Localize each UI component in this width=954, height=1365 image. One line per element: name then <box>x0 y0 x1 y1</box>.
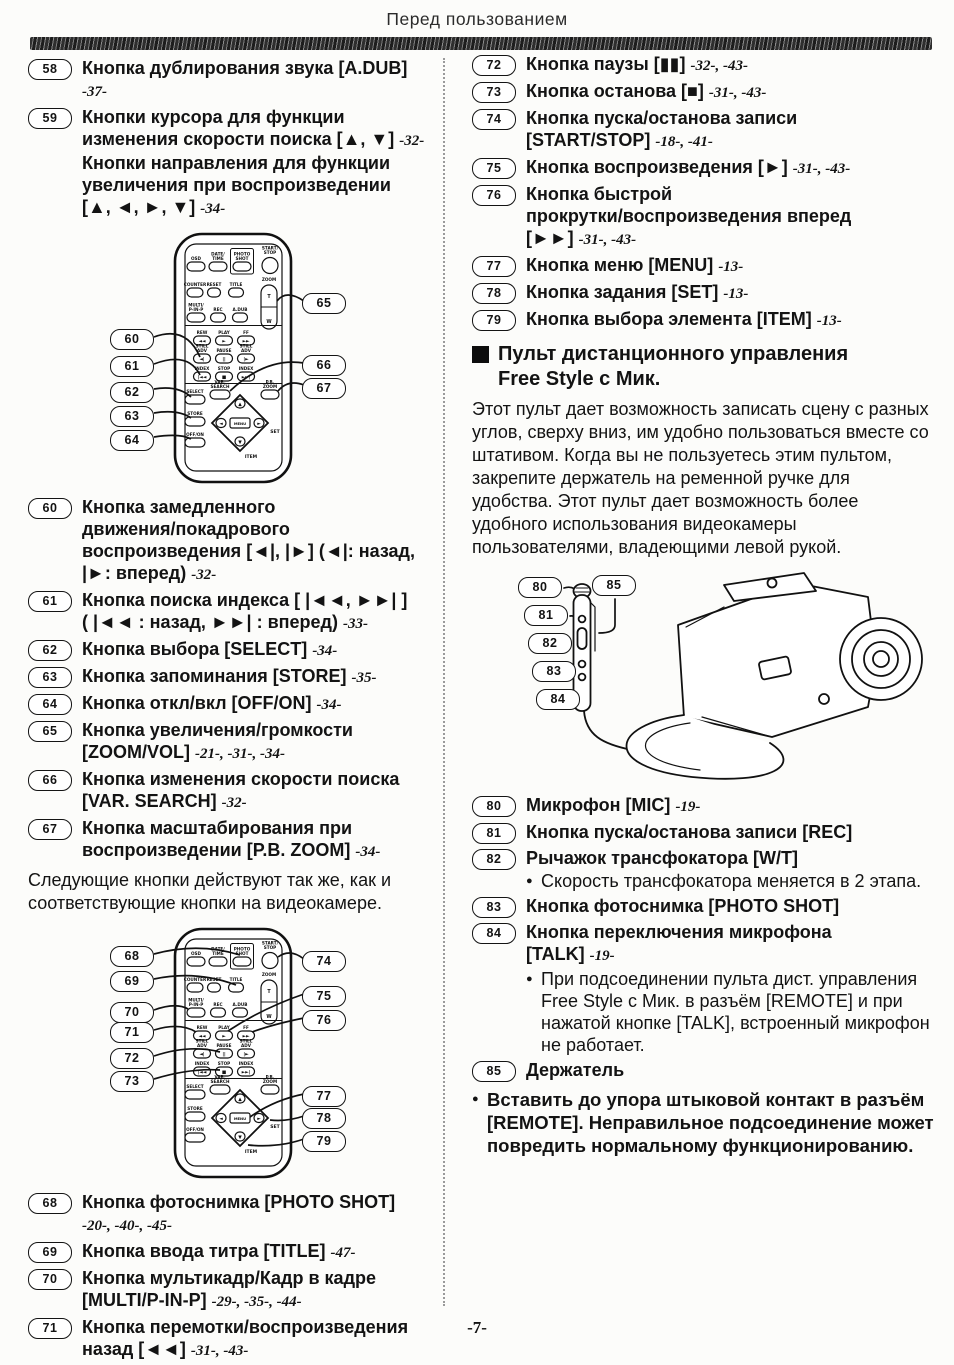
holder-warning-text: Вставить до упора штыковой контакт в разъём [REMOTE]. Неправильное подсоединение может повредить нормальному функционированию. <box>487 1089 934 1156</box>
page-header-title: Перед пользованием <box>386 9 568 29</box>
list-item <box>28 589 440 635</box>
svg-text:SEARCH: SEARCH <box>210 1079 230 1084</box>
diagram-callout-60: 60 <box>110 329 154 350</box>
list-item <box>472 1059 934 1082</box>
svg-text:P-IN-P: P-IN-P <box>188 307 204 312</box>
item-text: Кнопка останова [■] -31-, -43- <box>526 81 767 101</box>
svg-text:ADV: ADV <box>197 1043 207 1048</box>
svg-text:STILL: STILL <box>195 1038 209 1044</box>
item-text: Кнопка пуска/останова записи [REC] <box>526 822 853 842</box>
svg-text:►: ► <box>257 1117 261 1123</box>
diagram-callout-85: 85 <box>592 575 636 596</box>
svg-text:REW: REW <box>196 1025 208 1030</box>
item-text: Кнопка паузы [▮▮] -32-, -43- <box>526 54 749 74</box>
left-column <box>28 56 440 1365</box>
callout-badge-74: 74 <box>472 109 516 130</box>
section-body: Этот пульт дает возможность записать сцену с разных углов, сверху вниз, им удобно пользоваться вместе со штативом. Когда вы не пользуетесь этим пультом, закрепите держатель на ременной ручке для удобства. Этот пульт дает возможность более удобного использования видеокамеры пользователями, владеющими левой рукой. <box>472 399 929 557</box>
list-item <box>28 1240 440 1264</box>
callout-badge-82: 82 <box>472 849 516 870</box>
list-item <box>28 638 440 662</box>
svg-text:COUNTER: COUNTER <box>183 977 207 982</box>
svg-text:ZOOM: ZOOM <box>261 972 277 977</box>
item-list-80-85 <box>472 794 934 1082</box>
svg-text:◄|: ◄| <box>199 1052 205 1058</box>
item-text: Микрофон [MIC] -19- <box>526 795 701 815</box>
diagram-callout-61: 61 <box>110 356 154 377</box>
svg-text:STOP: STOP <box>217 1061 231 1066</box>
callout-badge-62: 62 <box>28 640 72 661</box>
svg-text:RESET: RESET <box>206 977 222 982</box>
svg-text:►: ► <box>222 339 226 345</box>
item-text: Рычажок трансфокатора [W/T] ● Скорость трансфокатора меняется в 2 этапа. <box>526 847 934 892</box>
svg-text:|►: |► <box>243 1052 249 1058</box>
svg-text:PLAY: PLAY <box>218 1025 230 1030</box>
svg-text:A.DUB: A.DUB <box>232 307 248 312</box>
item-list-60-67 <box>28 496 440 863</box>
item-text: Кнопка масштабирования при воспроизведении [P.B. ZOOM] -34- <box>82 818 381 860</box>
svg-text:START/: START/ <box>261 940 279 946</box>
remote-control-diagram-1 <box>28 229 440 487</box>
holder-warning-note <box>472 1088 934 1157</box>
list-item <box>472 821 934 844</box>
item-list-72-79 <box>472 53 934 332</box>
svg-text:SET: SET <box>270 430 280 435</box>
svg-text:INDEX: INDEX <box>194 1061 210 1066</box>
svg-text:|◄◄: |◄◄ <box>197 1070 207 1076</box>
svg-text:◄◄: ◄◄ <box>198 1034 206 1040</box>
diagram-callout-64: 64 <box>110 430 154 451</box>
item-text: Кнопка изменения скорости поиска [VAR. SEARCH] -32- <box>82 769 400 811</box>
svg-text:OSD: OSD <box>190 951 202 956</box>
svg-text:◄: ◄ <box>219 1117 223 1123</box>
svg-text:T: T <box>267 295 271 300</box>
diagram-callout-82: 82 <box>528 633 572 654</box>
item-sub-bullet: ● Скорость трансфокатора меняется в 2 этапа. <box>526 871 922 891</box>
svg-text:SELECT: SELECT <box>186 1084 204 1089</box>
svg-text:◄|: ◄| <box>199 357 205 363</box>
list-item <box>472 308 934 332</box>
callout-badge-67: 67 <box>28 819 72 840</box>
section-heading <box>472 342 934 392</box>
diagram-callout-72: 72 <box>110 1048 154 1069</box>
item-text: Кнопка переключения микрофона [TALK] -19- ● При подсоединении пульта дист. управления Free Style с Мик. в разъём [REMOTE] и при нажатой кнопке [TALK], встроенный микрофон не работает. <box>526 921 934 1056</box>
camcorder-body-illustration <box>627 573 923 779</box>
list-item <box>472 107 934 153</box>
diagram-callout-78: 78 <box>302 1108 346 1129</box>
list-item <box>28 665 440 689</box>
callout-badge-71: 71 <box>28 1318 72 1339</box>
svg-text:REC: REC <box>213 1002 223 1007</box>
svg-text:STILL: STILL <box>195 343 209 349</box>
item-text: Кнопка запоминания [STORE] -35- <box>82 666 377 686</box>
svg-text:SELECT: SELECT <box>186 389 204 394</box>
svg-text:SET: SET <box>270 1125 280 1130</box>
svg-text:STILL: STILL <box>239 1038 253 1044</box>
svg-text:OFF/ON: OFF/ON <box>186 1127 204 1132</box>
list-item <box>28 57 440 103</box>
svg-text:SEARCH: SEARCH <box>210 384 230 389</box>
diagram-callout-73: 73 <box>110 1071 154 1092</box>
svg-text:P.B.: P.B. <box>265 379 275 385</box>
svg-text:|►: |► <box>243 357 249 363</box>
svg-text:DATE/: DATE/ <box>211 251 225 257</box>
callout-badge-76: 76 <box>472 185 516 206</box>
diagram-callout-75: 75 <box>302 986 346 1007</box>
item-text: Кнопка перемотки/воспроизведения назад [◄◄] -31-, -43- <box>82 1317 409 1359</box>
header-rule <box>30 37 932 50</box>
svg-text:MULTI/: MULTI/ <box>188 302 204 308</box>
callout-badge-78: 78 <box>472 283 516 304</box>
lead-line <box>599 599 615 633</box>
list-item <box>28 692 440 716</box>
diagram-callout-83: 83 <box>532 661 576 682</box>
svg-text:W: W <box>266 1015 272 1020</box>
list-item <box>28 719 440 765</box>
item-text: Кнопка увеличения/громкости [ZOOM/VOL] -21-, -31-, -34- <box>82 720 353 762</box>
svg-text:MENU: MENU <box>233 422 247 426</box>
svg-text:STILL: STILL <box>239 343 253 349</box>
section-title <box>498 342 848 392</box>
diagram-callout-70: 70 <box>110 1002 154 1023</box>
item-text: Кнопка дублирования звука [A.DUB] -37- <box>82 58 408 100</box>
page-number: -7- <box>467 1318 487 1337</box>
svg-text:REW: REW <box>196 330 208 335</box>
svg-text:►: ► <box>257 422 261 428</box>
list-item <box>28 768 440 814</box>
svg-text:COUNTER: COUNTER <box>183 282 207 287</box>
callout-badge-61: 61 <box>28 591 72 612</box>
diagram-callout-65: 65 <box>302 293 346 314</box>
svg-text:►: ► <box>222 1034 226 1040</box>
right-column <box>472 52 934 1157</box>
svg-text:■: ■ <box>221 1070 227 1076</box>
svg-text:PHOTO: PHOTO <box>233 946 251 952</box>
callout-badge-65: 65 <box>28 721 72 742</box>
svg-text:ADV: ADV <box>241 1043 251 1048</box>
section-square-icon <box>472 346 489 363</box>
svg-text:■: ■ <box>221 375 227 381</box>
svg-text:►►|: ►►| <box>241 375 251 381</box>
callout-badge-81: 81 <box>472 823 516 844</box>
diagram-callout-80: 80 <box>518 577 562 598</box>
svg-text:►►: ►► <box>242 1034 250 1040</box>
section-title-line2: Free Style с Мик. <box>498 368 661 390</box>
remote-illustration <box>28 229 440 487</box>
svg-text:RESET: RESET <box>206 282 222 287</box>
svg-text:◄: ◄ <box>219 422 223 428</box>
item-text: Кнопка ввода титра [TITLE] -47- <box>82 1241 356 1261</box>
item-sub-bullet: ● При подсоединении пульта дист. управления Free Style с Мик. в разъём [REMOTE] и при нажатой кнопке [TALK], встроенный микрофон не работает. <box>526 969 930 1055</box>
callout-badge-60: 60 <box>28 498 72 519</box>
svg-text:▲: ▲ <box>238 1097 242 1103</box>
svg-text:TITLE: TITLE <box>229 282 243 287</box>
svg-text:DATE/: DATE/ <box>211 946 225 952</box>
svg-text:TIME: TIME <box>212 256 224 261</box>
svg-text:FF: FF <box>243 1025 249 1030</box>
bullet-dot-icon: ● <box>472 1093 479 1105</box>
item-text: Кнопка выбора [SELECT] -34- <box>82 639 338 659</box>
list-item <box>28 496 440 586</box>
svg-text:PAUSE: PAUSE <box>216 1043 232 1048</box>
diagram-callout-68: 68 <box>110 946 154 967</box>
diagram-callout-63: 63 <box>110 406 154 427</box>
diagram-callout-81: 81 <box>524 605 568 626</box>
callout-badge-73: 73 <box>472 82 516 103</box>
remote-control-diagram-2 <box>28 924 440 1182</box>
svg-text:PLAY: PLAY <box>218 330 230 335</box>
item-text: Кнопка воспроизведения [►] -31-, -43- <box>526 157 851 177</box>
item-text: Держатель <box>526 1060 625 1080</box>
column-divider <box>443 58 445 1306</box>
svg-text:INDEX: INDEX <box>238 1061 254 1066</box>
item-text: Кнопка меню [MENU] -13- <box>526 255 744 275</box>
svg-text:OSD: OSD <box>190 256 202 261</box>
svg-text:ZOOM: ZOOM <box>262 384 278 389</box>
svg-text:TITLE: TITLE <box>229 977 243 982</box>
svg-text:►►: ►► <box>242 339 250 345</box>
list-item <box>28 1191 440 1237</box>
svg-text:►►|: ►►| <box>241 1070 251 1076</box>
diagram-callout-84: 84 <box>536 689 580 710</box>
svg-text:STORE: STORE <box>187 411 203 416</box>
callout-badge-69: 69 <box>28 1242 72 1263</box>
item-text: Кнопка поиска индекса [ |◄◄, ►►| ] ( |◄◄ : назад, ►►| : вперед) -33- <box>82 590 408 632</box>
svg-text:ADV: ADV <box>197 348 207 353</box>
svg-text:SHOT: SHOT <box>235 951 249 956</box>
remote-illustration <box>28 924 440 1182</box>
svg-text:P-IN-P: P-IN-P <box>188 1002 204 1007</box>
diagram-callout-69: 69 <box>110 971 154 992</box>
diagram-callout-77: 77 <box>302 1086 346 1107</box>
list-item <box>472 80 934 104</box>
callout-badge-80: 80 <box>472 796 516 817</box>
callout-badge-84: 84 <box>472 923 516 944</box>
note-equivalent-buttons: Следующие кнопки действуют так же, как и соответствующие кнопки на видеокамере. <box>28 870 392 913</box>
item-text: Кнопка пуска/останова записи [START/STOP] -18-, -41- <box>526 108 798 150</box>
callout-badge-79: 79 <box>472 310 516 331</box>
diagram-callout-74: 74 <box>302 951 346 972</box>
callout-badge-77: 77 <box>472 256 516 277</box>
svg-text:PHOTO: PHOTO <box>233 251 251 257</box>
list-item <box>472 281 934 305</box>
item-text: Кнопка мультикадр/Кадр в кадре [MULTI/P-IN-P] -29-, -35-, -44- <box>82 1268 376 1310</box>
list-item <box>28 1267 440 1313</box>
svg-text:ADV: ADV <box>241 348 251 353</box>
svg-text:STOP: STOP <box>263 250 277 255</box>
callout-badge-72: 72 <box>472 55 516 76</box>
list-item <box>472 183 934 251</box>
svg-text:INDEX: INDEX <box>238 366 254 371</box>
diagram-callout-79: 79 <box>302 1131 346 1152</box>
svg-text:▲: ▲ <box>238 402 242 408</box>
diagram-callout-71: 71 <box>110 1022 154 1043</box>
svg-text:||: || <box>222 357 226 363</box>
callout-badge-70: 70 <box>28 1269 72 1290</box>
svg-text:A.DUB: A.DUB <box>232 1002 248 1007</box>
item-text: Кнопка замедленного движения/покадрового воспроизведения [◄|, |►] (◄|: назад, |►: вперед) -32- <box>82 497 415 583</box>
item-text: Кнопка фотоснимка [PHOTO SHOT] <box>526 896 840 916</box>
list-item <box>472 921 934 1056</box>
svg-text:▼: ▼ <box>238 1135 242 1141</box>
list-item <box>28 817 440 863</box>
svg-text:◄◄: ◄◄ <box>198 339 206 345</box>
list-item <box>472 156 934 180</box>
diagram-callout-67: 67 <box>302 378 346 399</box>
svg-text:ZOOM: ZOOM <box>261 277 277 282</box>
item-text: Кнопка фотоснимка [PHOTO SHOT] -20-, -40-, -45- <box>82 1192 396 1234</box>
callout-badge-75: 75 <box>472 158 516 179</box>
svg-text:W: W <box>266 320 272 325</box>
callout-badge-66: 66 <box>28 770 72 791</box>
item-text: Кнопка быстрой прокрутки/воспроизведения вперед [►►] -31-, -43- <box>526 184 852 248</box>
list-item <box>472 53 934 77</box>
callout-badge-58: 58 <box>28 59 72 80</box>
item-list-58-59 <box>28 57 440 220</box>
svg-text:ITEM: ITEM <box>244 455 258 460</box>
svg-text:REC: REC <box>213 307 223 312</box>
section-title-line1: Пульт дистанционного управления <box>498 343 849 365</box>
svg-text:INDEX: INDEX <box>194 366 210 371</box>
list-item <box>472 847 934 892</box>
callout-badge-63: 63 <box>28 667 72 688</box>
diagram-callout-62: 62 <box>110 382 154 403</box>
svg-text:|◄◄: |◄◄ <box>197 375 207 381</box>
svg-text:P.B.: P.B. <box>265 1074 275 1080</box>
svg-text:OFF/ON: OFF/ON <box>186 432 204 437</box>
svg-text:TIME: TIME <box>212 951 224 956</box>
callout-badge-83: 83 <box>472 897 516 918</box>
callout-badge-68: 68 <box>28 1193 72 1214</box>
svg-text:STORE: STORE <box>187 1106 203 1111</box>
item-text: Кнопка откл/вкл [OFF/ON] -34- <box>82 693 342 713</box>
svg-text:STOP: STOP <box>263 945 277 950</box>
svg-text:ITEM: ITEM <box>244 1150 258 1155</box>
camcorder-diagram <box>472 567 934 785</box>
svg-text:VAR.: VAR. <box>214 1074 226 1080</box>
svg-text:START/: START/ <box>261 245 279 251</box>
callout-badge-64: 64 <box>28 694 72 715</box>
svg-text:▼: ▼ <box>238 440 242 446</box>
svg-text:FF: FF <box>243 330 249 335</box>
list-item <box>472 895 934 918</box>
item-text: Кнопки курсора для функции изменения скорости поиска [▲, ▼] -32- Кнопки направления для функции увеличения при воспроизведении [▲, ◄, ►, ▼] -34- <box>82 107 425 217</box>
callout-badge-59: 59 <box>28 108 72 129</box>
svg-text:VAR.: VAR. <box>214 379 226 385</box>
list-item <box>472 794 934 818</box>
item-text: Кнопка задания [SET] -13- <box>526 282 749 302</box>
list-item <box>28 106 440 220</box>
diagram-callout-66: 66 <box>302 355 346 376</box>
svg-text:SHOT: SHOT <box>235 256 249 261</box>
svg-text:MULTI/: MULTI/ <box>188 997 204 1003</box>
svg-text:STOP: STOP <box>217 366 231 371</box>
svg-text:||: || <box>222 1052 226 1058</box>
diagram-callout-76: 76 <box>302 1010 346 1031</box>
bullet-dot-icon: ● <box>526 875 533 887</box>
list-item <box>472 254 934 278</box>
svg-text:ZOOM: ZOOM <box>262 1079 278 1084</box>
svg-text:MENU: MENU <box>233 1117 247 1121</box>
svg-text:PAUSE: PAUSE <box>216 348 232 353</box>
svg-text:T: T <box>267 990 271 995</box>
item-text: Кнопка выбора элемента [ITEM] -13- <box>526 309 842 329</box>
callout-badge-85: 85 <box>472 1061 516 1082</box>
bullet-dot-icon: ● <box>526 973 533 985</box>
